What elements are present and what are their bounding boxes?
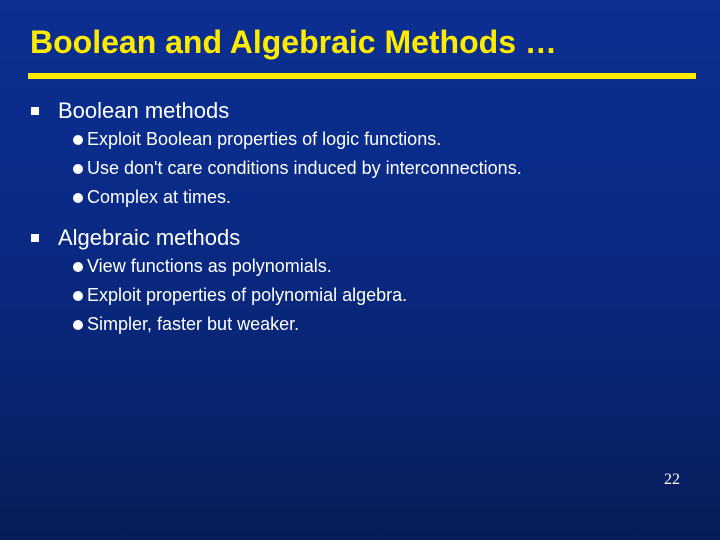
sub-bullet-item (30, 313, 690, 342)
section-algebraic-methods (30, 223, 690, 342)
section-boolean-methods (30, 96, 690, 215)
sub-bullet-list (30, 255, 690, 342)
section-heading: Boolean methods (58, 98, 230, 123)
sub-bullet-text: View functions as polynomials. (87, 256, 332, 276)
section-heading: Algebraic methods (58, 225, 241, 250)
title-underline (28, 73, 696, 79)
sub-bullet-text: Use don't care conditions induced by interconnections. (87, 158, 522, 178)
main-bullet-item (30, 223, 690, 255)
sub-bullet-item (30, 255, 690, 284)
sub-bullet-text: Simpler, faster but weaker. (87, 314, 300, 334)
sub-bullet-item (30, 157, 690, 186)
sub-bullet-text: Complex at times. (87, 187, 232, 207)
square-bullet-icon (31, 107, 39, 115)
square-bullet-icon (31, 234, 39, 242)
round-bullet-icon (73, 262, 83, 272)
main-bullet-item (30, 96, 690, 128)
round-bullet-icon (73, 320, 83, 330)
sub-bullet-item (30, 284, 690, 313)
sub-bullet-text: Exploit Boolean properties of logic functions. (87, 129, 442, 149)
round-bullet-icon (73, 193, 83, 203)
page-number: 22 (664, 471, 680, 488)
sub-bullet-list (30, 128, 690, 215)
slide-title: Boolean and Algebraic Methods … (30, 24, 557, 60)
sub-bullet-text: Exploit properties of polynomial algebra. (87, 285, 408, 305)
round-bullet-icon (73, 135, 83, 145)
round-bullet-icon (73, 291, 83, 301)
round-bullet-icon (73, 164, 83, 174)
sub-bullet-item (30, 128, 690, 157)
sub-bullet-item (30, 186, 690, 215)
